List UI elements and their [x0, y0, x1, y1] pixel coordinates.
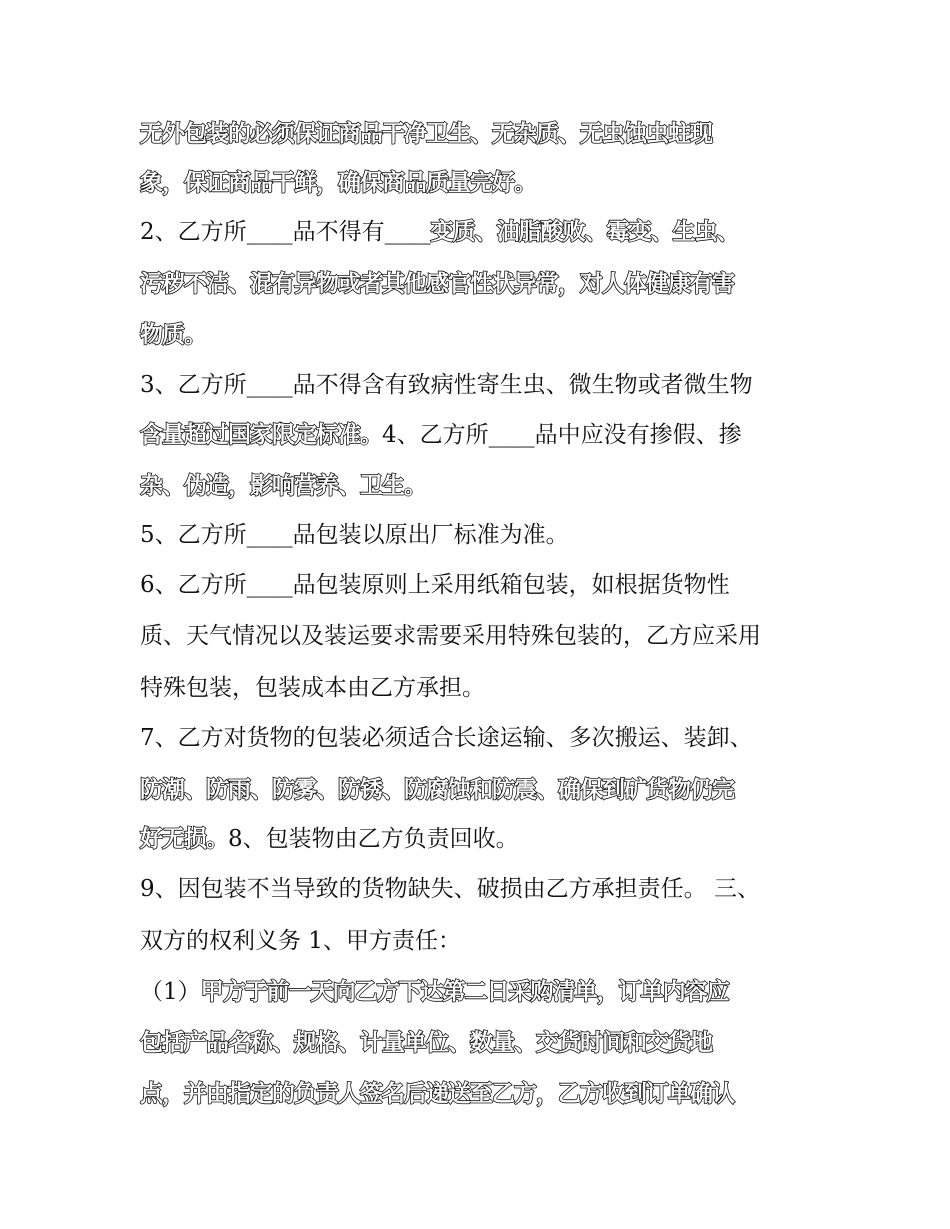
outlined-text: 杂、伪造，影响营养、卫生。 — [140, 473, 426, 499]
text-line — [140, 723, 820, 753]
outlined-text: 物质。 — [140, 322, 206, 348]
text-line — [140, 119, 820, 149]
outlined-text: 包括产品名称、规格、计量单位、数量、交货时间和交货地 — [140, 1030, 712, 1056]
outlined-text: 无外包装的必须保证商品干净卫生、无杂质、无虫蚀虫蛀现 — [140, 121, 712, 147]
text-line — [140, 570, 820, 600]
text-line — [140, 824, 820, 854]
plain-text: 6、乙方所____品包装原则上采用纸箱包装，如根据货物性 — [140, 572, 730, 598]
outlined-text: 甲方于前一天向乙方下达第二日采购清单，订单内容应 — [200, 979, 729, 1005]
plain-text: 特殊包装，包装成本由乙方承担。 — [140, 675, 485, 701]
plain-text: 8、包装物由乙方负责回收。 — [228, 826, 519, 852]
outlined-text: 点，并由指定的负责人签名后递送至乙方，乙方收到订单确认 — [140, 1081, 734, 1107]
text-line — [140, 168, 820, 198]
outlined-text: 变质、油脂酸败、霉变、生虫、 — [430, 219, 739, 245]
text-line — [140, 320, 820, 350]
text-line — [140, 874, 820, 904]
text-line — [140, 217, 820, 247]
text-line — [140, 370, 820, 400]
plain-text: 双方的权利义务 1、甲方责任： — [140, 928, 461, 954]
text-line — [140, 673, 820, 703]
text-line — [140, 471, 820, 501]
outlined-text: 含量超过国家限定标准。 — [140, 422, 382, 448]
text-line — [140, 269, 820, 299]
text-line — [140, 1028, 820, 1058]
text-line — [140, 1079, 820, 1109]
text-line — [140, 775, 820, 805]
plain-text: 9、因包装不当导致的货物缺失、破损由乙方承担责任。 三、 — [140, 876, 760, 902]
text-line — [140, 926, 820, 956]
plain-text: 7、乙方对货物的包装必须适合长途运输、多次搬运、装卸、 — [140, 725, 753, 751]
outlined-text: 象，保证商品干鲜，确保商品质量完好。 — [140, 170, 536, 196]
outlined-text: 污秽不洁、混有异物或者其他感官性状异常，对人体健康有害 — [140, 271, 734, 297]
text-line — [140, 621, 820, 651]
plain-text: 质、天气情况以及装运要求需要采用特殊包装的，乙方应采用 — [140, 623, 761, 649]
plain-text: 5、乙方所____品包装以原出厂标准为准。 — [140, 522, 569, 548]
outlined-text: 防潮、防雨、防雾、防锈、防腐蚀和防震、确保到矿货物仍完 — [140, 777, 734, 803]
text-line — [140, 520, 820, 550]
outlined-text: 好无损。 — [140, 826, 228, 852]
plain-text: 2、乙方所____品不得有____ — [140, 219, 431, 245]
plain-text: 3、乙方所____品不得含有致病性寄生虫、微生物或者微生物 — [140, 372, 753, 398]
plain-text: 4、乙方所____品中应没有掺假、掺 — [382, 422, 742, 448]
plain-text: （1） — [140, 979, 201, 1005]
text-line — [140, 977, 820, 1007]
text-line — [140, 420, 820, 450]
